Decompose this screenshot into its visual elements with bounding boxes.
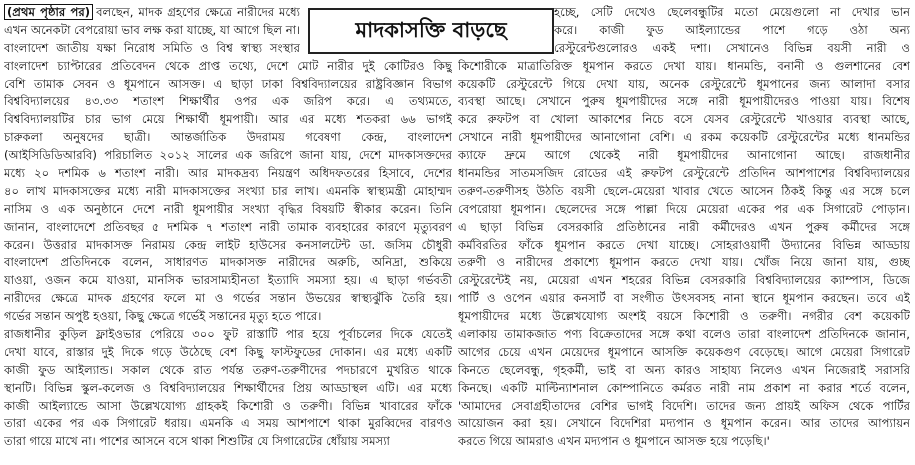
text-line: চারুকলা অনুষদের ছাত্রী। আন্তর্জাতিক উদরাময় গবেষণা কেন্দ্র, বাংলাদেশ (4, 130, 452, 145)
text-line: রেস্টুরেন্টেই নয়, মেয়েরা এখন শহরের বিভিন্ন বেসরকারি বিশ্ববিদ্যালয়ের ক্যাম্পাস, ডিজে (458, 273, 910, 288)
text-line: ক্যাফে দ্রুমে আগে থেকেই নারী ধূমপায়ীদের আনাগোনা আছে। রাজধানীর (458, 148, 910, 163)
right-column (458, 4, 910, 463)
text-line: স্থানটি। বিভিন্ন স্কুল-কলেজ ও বিশ্ববিদ্যালয়ের শিক্ষার্থীদের প্রিয় আড্ডাস্থল এটি। এর মধ্যে (4, 380, 452, 395)
text-line: নাসিম ও এক অনুষ্ঠানে দেশে নারী ধূমপায়ীর সংখ্যা বৃদ্ধির বিষয়টি স্বীকার করেন। তিনি (4, 201, 452, 216)
text-line: বাংলাদেশ প্রতিদিনকে বলেন, সাধারণত মাদকাসক্ত নারীদের অরুচি, অনিদ্রা, শুকিয়ে (4, 255, 452, 270)
text-line: কাজী ফুড আইল্যান্ড। সকাল থেকে রাত পর্যন্ত তরুণ-তরুণীদের পদচারণে মুখরিত থাকে (4, 362, 452, 377)
text-line: বেশি তামাক সেবন ও ধূমপানে আসক্ত। এ ছাড়া ঢাকা বিশ্ববিদ্যালয়ের রাষ্ট্রবিজ্ঞান বিভাগ (4, 76, 452, 91)
text-line: যাওয়া, ওজন কমে যাওয়া, মানসিক ভারসাম্যহীনতা ইত্যাদি সমস্যা হয়। এ ছাড়া গর্ভবতী (4, 273, 452, 288)
text-line: কিনতে ছেলেবন্ধু, গৃহকর্মী, ভাই বা অন্য কারও সাহায্য নিলেও এখন নিজেরাই সরাসরি (458, 362, 910, 377)
text-line: হচ্ছে, সেটি দেখেও ছেলেবন্ধুটির মতো মেয়েগুলো না দেখার ভান (554, 5, 910, 19)
text-line: করেন। উত্তরার মাদকাসক্ত নিরাময় কেন্দ্র লাইট হাউসের কনসালটেন্ট ডা. জসিম চৌধুরী (4, 237, 452, 252)
text-line: তারা গায়ে মাখে না। পাশের আসনে বসে থাকা শিশুটির যে সিগারেটের ধোঁয়ায় সমস্যা (4, 434, 390, 449)
text-line: নারীদের ক্ষেত্রে মাদক গ্রহণের ফলে মা ও গর্ভের সন্তান উভয়ের স্বাস্থ্যঝুঁকি তৈরি হয়। (4, 291, 452, 306)
text-line: বাংলাদেশ জাতীয় যক্ষা নিরোধ সমিতি ও বিশ্ব স্বাস্থ্য সংস্থার (4, 40, 300, 55)
text-line: করে। কাজী ফুড আইল্যান্ডের পাশে গড়ে ওঠা অন্য (554, 22, 910, 37)
text-line: আয়োজন করা হয়। সেখানে বিদেশিরা মদ্যপান ও ধূমপান করেন। আর তাদের আপ্যায়ন (458, 416, 910, 431)
text-line: জানান, বাংলাদেশে প্রতিবছর ৫ দশমিক ৭ শতাংশ নারী তামাক ব্যবহারের কারণে মৃত্যুবরণ (4, 219, 452, 234)
text-line: এ ছাড়া বিভিন্ন বেসরকারি প্রতিষ্ঠানের নারী কর্মীদেরও এখন পুরুষ কর্মীদের সঙ্গে (458, 219, 910, 234)
text-line: এলাকায় তামাকজাত পণ্য বিক্রেতাদের সঙ্গে কথা বলেও তারা বাংলাদেশ প্রতিদিনকে জানান, (458, 327, 910, 342)
text-line: ধানমন্ডির সাতমসজিদ রোডের এই রুফটপ রেস্টুরেন্টে প্রতিদিন আশপাশের বিশ্ববিদ্যালয়ের (458, 166, 910, 181)
headline: মাদকাসক্তি বাড়ছে (355, 16, 507, 42)
text-line: 'আমাদের সেবাগ্রহীতাদের বেশির ভাগই বিদেশি। তাদের জন্য প্রায়ই অফিস থেকে পার্টির (458, 398, 910, 413)
text-line-content: বলছেন, মাদক গ্রহণের ক্ষেত্রে নারীদের মধ্যে (96, 5, 300, 19)
text-line: (আইসিডিডিআরবি) পরিচালিত ২০১২ সালের এক জরিপে জানা যায়, দেশে মাদকাসক্তদের (4, 148, 452, 163)
left-column (4, 4, 452, 463)
text-line: কয়েকটি রেস্টুরেন্টে গিয়ে দেখা যায়, অনেক রেস্টুরেন্টে ধূমপানের জন্য আলাদা বসার (458, 76, 910, 91)
text-line: তরুণ-তরুণীসহ উঠতি বয়সী ছেলে-মেয়েরা খাবার খেতে আসেন ঠিকই কিন্তু এর সঙ্গে চলে (458, 183, 910, 198)
text-line: পার্টি ও ওপেন এয়ার কনসার্ট বা সংগীত উৎসবসহ নানা স্থানে ধূমপান করছেন। তবে এই (458, 291, 910, 306)
text-line: করে রুফটপ বা খোলা আকাশের নিচে বসে যেসব রেস্টুরেন্টে খাওয়ার ব্যবস্থা আছে, (458, 112, 910, 127)
headline-box (308, 8, 554, 54)
text-line: কাজী আইল্যান্ডে আসা উল্লেখযোগ্য গ্রাহকই কিশোরী ও তরুণী। বিভিন্ন খাবারের ফাঁকে (4, 398, 452, 413)
text-line: গর্ভের সন্তান অপুষ্ট হওয়া, কিছু ক্ষেত্রে গর্ভেই সন্তানের মৃত্যু হতে পারে। (4, 309, 322, 324)
text-line (4, 4, 300, 22)
continued-label: (প্রথম পৃষ্ঠার পর) (4, 4, 93, 20)
text-line: তরুণী ও নারীদের প্রকাশ্যে ধূমপান করতে দেখা যায়। খোঁজ নিয়ে জানা যায়, গুচ্ছ (458, 255, 910, 270)
text-line: বিশ্ববিদ্যালয়টির চার ভাগ মেয়ে শিক্ষার্থী ধূমপায়ী। আর এর মধ্যে শতকরা ৬৬ ভাগই (4, 112, 452, 127)
text-line: বাংলাদেশ চ্যাপ্টারের প্রতিবেদন থেকে প্রাপ্ত তথ্যে, দেশে মোট নারীর দুই কোটিরও কিছু (4, 58, 452, 73)
text-line: বিশ্ববিদ্যালয়ের ৪৩.৩৩ শতাংশ শিক্ষার্থীর ওপর এক জরিপ করে। এ তথ্যমতে, (4, 94, 452, 109)
text-line: ব্যবস্থা আছে। সেখানে পুরুষ ধূমপায়ীদের সঙ্গে নারী ধূমপায়ীদেরও পাওয়া যায়। বিশেষ (458, 94, 910, 109)
text-line: রেস্টুরেন্টগুলোরও একই দশা। সেখানেও বিভিন্ন বয়সী নারী ও (554, 40, 910, 55)
text-line: তারা একের পর এক সিগারেট ধরায়। এমনকি এ সময় আশপাশে থাকা মুরব্বিদের বারণও (4, 416, 452, 431)
text-line: ৪০ লাখ মাদকাসক্তের মধ্যে নারী মাদকাসক্তের সংখ্যা চার লাখ। এমনকি স্বাস্থ্যমন্ত্রী মোহাম্মদ (4, 183, 452, 198)
text-line: কিনছে। একটি মাল্টিন্যাশনাল কোম্পানিতে কর্মরত নারী নাম প্রকাশ না করার শর্তে বলেন, (458, 380, 910, 395)
text-line: রাজধানীর কুড়িল ফ্লাইওভার পেরিয়ে ৩০০ ফুট রাস্তাটি পার হয়ে পূর্বাচলের দিকে যেতেই (4, 327, 452, 342)
text-line: এখন অনেকটা বেপরোয়া ভাব লক্ষ করা যাচ্ছে, যা আগে ছিল না। (4, 22, 300, 37)
text-line: কর্মবিরতির ফাঁকে ধূমপান করতে দেখা যাচ্ছে। সোহরাওয়ার্দী উদ্যানের বিভিন্ন আড্ডায় (458, 237, 910, 252)
text-line: দেখা যাবে, রাস্তার দুই দিকে গড়ে উঠেছে বেশ কিছু ফাস্টফুডের দোকান। এর মধ্যে একটি (4, 344, 452, 359)
text-line: আগের চেয়ে এখন মেয়েদের ধূমপানে আসক্তি কয়েকগুণ বেড়েছে। আগে মেয়েরা সিগারেট (458, 344, 910, 359)
text-line: সেখানে নারী ধূমপায়ীদের আনাগোনা বেশি। এ রকম কয়েকটি রেস্টুরেন্টের মধ্যে ধানমন্ডির (458, 130, 910, 145)
text-line: করতে গিয়ে আমরাও এখন মদ্যপান ও ধূমপানে আসক্ত হয়ে পড়েছি।' (458, 434, 770, 449)
text-line: কিশোরীকে মাত্রাতিরিক্ত ধূমপান করতে দেখা যায়। ধানমন্ডি, বনানী ও গুলশানের বেশ (458, 58, 910, 73)
text-line: বেপরোয়া ধূমপান। ছেলেদের সঙ্গে পাল্লা দিয়ে মেয়েরা একের পর এক সিগারেট পোড়ান। (458, 201, 910, 216)
text-line: মধ্যে ২০ দশমিক ৬ শতাংশ নারী। আর মাদকদ্রব্য নিয়ন্ত্রণ অধিদফতরের হিসাবে, দেশের (4, 166, 452, 181)
text-line: ধূমপায়ীদের মধ্যে উল্লেখযোগ্য অংশই বয়সে কিশোরী ও তরুণী। নগরীর বেশ কয়েকটি (458, 309, 910, 324)
